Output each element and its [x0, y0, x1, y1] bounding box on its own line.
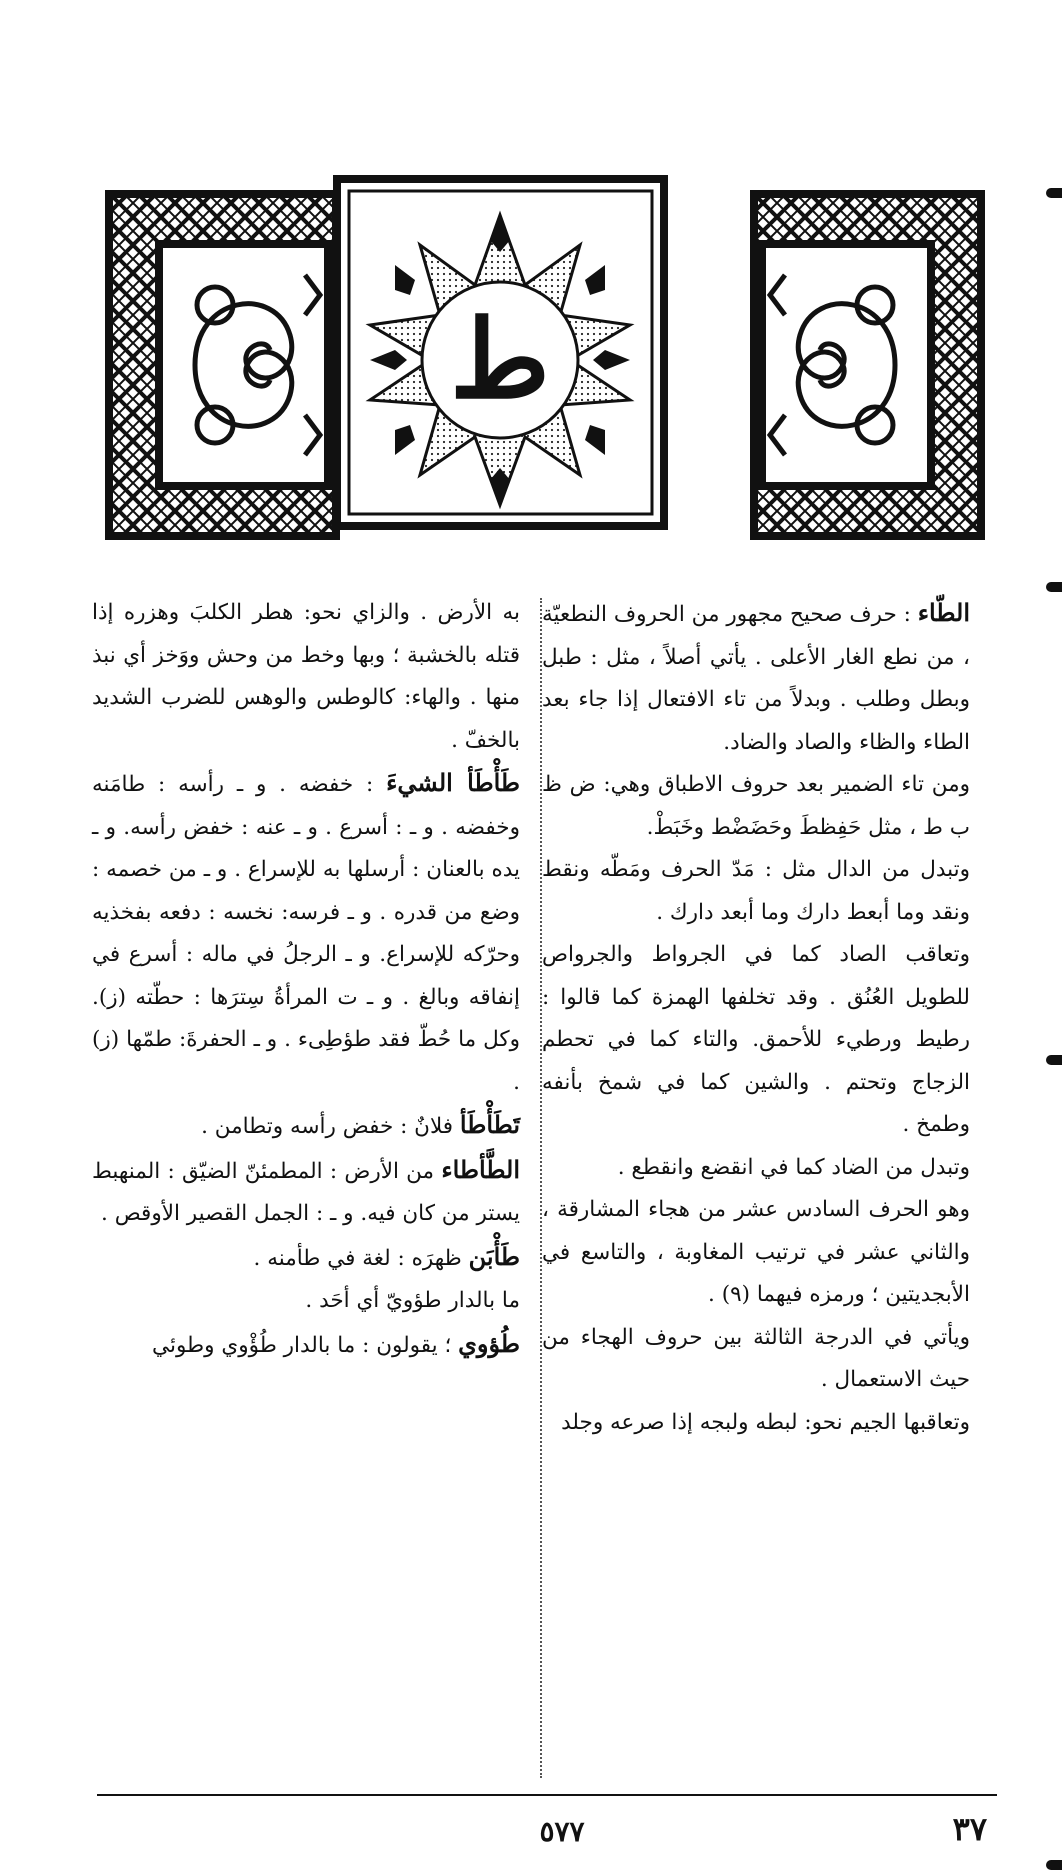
entry-headword: الطَّأطاء — [441, 1154, 520, 1184]
column-divider — [540, 598, 542, 1778]
entry-text: وتعاقب الصاد كما في الجرواط والجرواص للطويل العُنُق . وقد تخلفها الهمزة كما قالوا : رطيط ورطيء للأحمق. والتاء كما في تحطم الزجاج وتحتم . والشين كما في شمخ بأنفه وطمخ . — [542, 942, 970, 1137]
entry-text: وتعاقبها الجيم نحو: لبطه ولبجه إذا صرعه وجلد — [561, 1409, 970, 1435]
entry-text: ما بالدار طؤويّ أي أحَد . — [305, 1288, 520, 1313]
entry-text: : خفضه . و ـ رأسه : طامَنه وخفضه . و ـ : أسرع . و ـ عنه : خفض رأسه. و ـ يده بالعنان : أرسلها به للإسراع . و ـ من خصمه : وضع من قدره . و ـ فرسه: نخسه : دفعه بفخذيه وحرّكه للإسراع. و ـ الرجلُ في ماله : أسرع في إنفاقه وبالغ . و ـ ت المرأةُ سِترَها : حطّته (ز). وكل ما حُطّ فقد طؤطِىء . و ـ الحفرةَ: طمّها (ز) . — [92, 772, 520, 1095]
entry-paragraph — [542, 1189, 970, 1317]
edge-mark — [1046, 1055, 1062, 1065]
entry-text: وتبدل من الدال مثل : مَدّ الحرف ومَطّه ونقط ونقد وما أبعط دارك وما أبعد دارك . — [542, 857, 970, 925]
entry-text: ؛ يقولون : ما بالدار طُؤْوي وطوئي — [152, 1332, 452, 1358]
entry-paragraph — [542, 849, 970, 934]
entry-text: وتبدل من الضاد كما في انقضع وانقطع . — [617, 1154, 970, 1180]
entry-text: من الأرض : المطمئنّ الضيّق : المنهبط يستر من كان فيه. و ـ : الجمل القصير الأوقص . — [92, 1158, 520, 1226]
entry-text: به الأرض . والزاي نحو: هطر الكلبَ وهزره إذا قتله بالخشبة ؛ وبها وخط من وحش ووَخز أي نبذ منها . والهاء: كالوطس والوهس للضرب الشديد بالخفّ . — [92, 600, 520, 753]
edge-mark — [1046, 582, 1062, 592]
entry-text: ويأتي في الدرجة الثالثة بين حروف الهجاء من حيث الاستعمال . — [542, 1324, 970, 1392]
footer-rule — [97, 1794, 997, 1796]
right-column — [542, 592, 970, 1444]
left-column — [92, 592, 520, 1367]
entry-text: : حرف صحيح مجهور من الحروف النطعيّة ، من نطع الغار الأعلى . يأتي أصلاً ، مثل : طبل وبطل وطلب . وبدلاً من تاء الافتعال إذا جاء بعد الطاء والظاء والصاد والضاد. — [542, 602, 970, 755]
entry-paragraph — [92, 1280, 520, 1323]
entry-paragraph — [542, 1402, 970, 1445]
entry-text: وهو الحرف السادس عشر من هجاء المشارقة ، والثاني عشر في ترتيب المغاوبة ، والتاسع في الأبجديتين ؛ ورمزه فيهما (٩) . — [542, 1197, 970, 1307]
entry-paragraph — [542, 1147, 970, 1190]
entry-paragraph — [92, 1149, 520, 1236]
entry-headword: طُؤوي — [458, 1328, 520, 1358]
entry-text: ظهرَه : لغة في طأمنه . — [253, 1245, 462, 1271]
entry-paragraph — [542, 1317, 970, 1402]
entry-paragraph — [92, 1104, 520, 1149]
entry-text: ومن تاء الضمير بعد حروف الاطباق وهي: ض ظ ب ط ، مثل حَفِظطَ وحَضَضْط وخَبَطْ. — [542, 772, 970, 840]
entry-headword: تَطَأْطَأ — [459, 1110, 520, 1139]
entry-headword: الطّاء — [917, 598, 970, 627]
entry-headword: طَأْطَأ الشيءَ — [386, 768, 520, 797]
entry-paragraph — [542, 764, 970, 849]
entry-paragraph — [92, 762, 520, 1104]
entry-paragraph — [542, 592, 970, 764]
section-number: ٣٧ — [952, 1810, 987, 1848]
entry-headword: طَأْبَن — [468, 1241, 520, 1271]
section-letter: ط — [450, 297, 550, 423]
entry-paragraph — [92, 1236, 520, 1281]
entry-paragraph — [92, 592, 520, 762]
page-number: ٥٧٧ — [539, 1815, 585, 1848]
entry-text: فلانٌ : خفض رأسه وتطامن . — [201, 1114, 454, 1139]
entry-paragraph — [542, 934, 970, 1147]
edge-mark — [1046, 1860, 1062, 1870]
edge-mark — [1046, 188, 1062, 198]
header-ornament — [105, 175, 985, 560]
entry-paragraph — [92, 1323, 520, 1368]
